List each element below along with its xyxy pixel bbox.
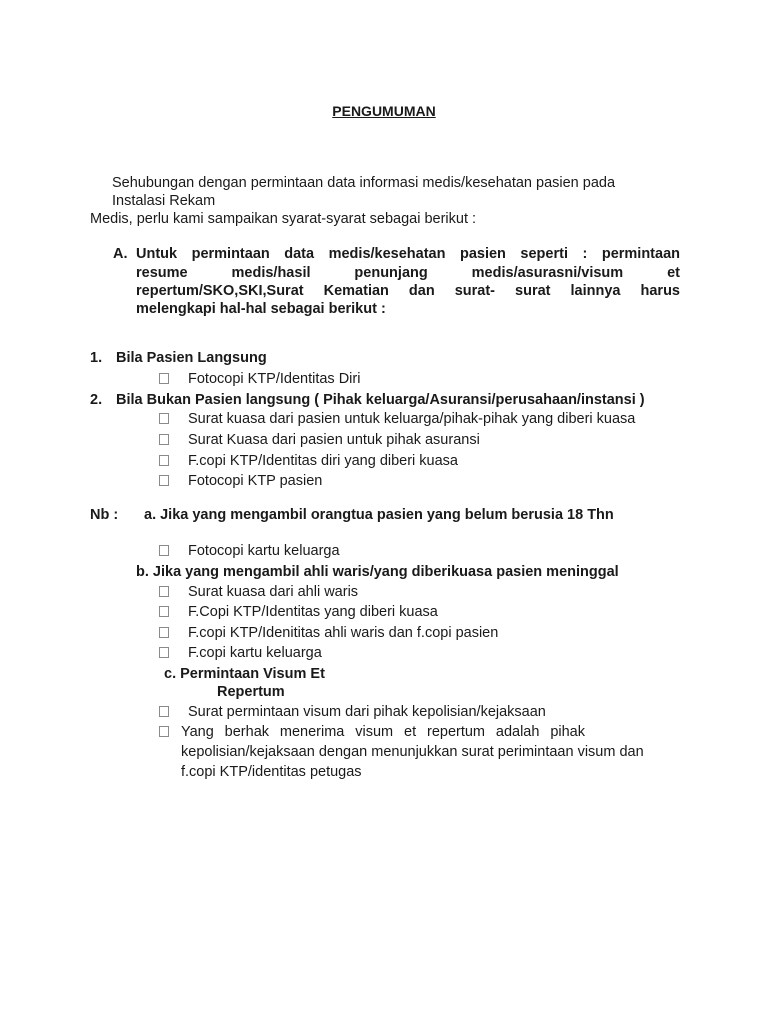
item-1-heading: Bila Pasien Langsung [116, 350, 267, 366]
list-item: F.copi kartu keluarga [159, 643, 322, 663]
list-item: Fotocopi KTP pasien [159, 471, 322, 491]
nb-a-heading: a. Jika yang mengambil orangtua pasien yang belum berusia 18 Thn [144, 507, 614, 523]
checkbox-icon [159, 726, 169, 737]
nb-b-heading: b. Jika yang mengambil ahli waris/yang diberikuasa pasien meninggal [136, 564, 619, 580]
checkbox-icon [159, 706, 169, 717]
section-a-marker: A. [113, 246, 128, 262]
intro-line-3: Medis, perlu kami sampaikan syarat-syarat sebagai berikut : [90, 211, 477, 227]
checkbox-icon [159, 647, 169, 658]
nb-label: Nb : [90, 507, 119, 523]
nb-c-last-line-3: f.copi KTP/identitas petugas [181, 764, 362, 780]
page-title: PENGUMUMAN [332, 103, 436, 119]
list-item: Surat permintaan visum dari pihak kepolisian/kejaksaan [159, 702, 546, 722]
checkbox-icon [159, 627, 169, 638]
section-a-line-1: Untuk permintaan data medis/kesehatan pasien seperti : permintaan [136, 246, 680, 262]
section-a-line-4: melengkapi hal-hal sebagai berikut : [136, 301, 386, 317]
checkbox-icon [159, 475, 169, 486]
list-item: F.copi KTP/Identitas diri yang diberi kuasa [159, 451, 458, 471]
nb-c-heading-line-2: Repertum [217, 684, 285, 700]
list-item: Surat kuasa dari ahli waris [159, 582, 358, 602]
list-item: F.Copi KTP/Identitas yang diberi kuasa [159, 602, 438, 622]
checkbox-icon [159, 413, 169, 424]
section-a-line-3: repertum/SKO,SKI,Surat Kematian dan surat- surat lainnya harus [136, 283, 680, 299]
nb-c-last-line-1: Yang berhak menerima visum et repertum adalah pihak [181, 724, 585, 740]
list-item: Surat kuasa dari pasien untuk keluarga/pihak-pihak yang diberi kuasa [159, 409, 635, 429]
nb-c-heading-line-1: c. Permintaan Visum Et [164, 666, 325, 682]
nb-c-last-line-2: kepolisian/kejaksaan dengan menunjukkan surat perimintaan visum dan [181, 744, 644, 760]
list-item: Fotocopi KTP/Identitas Diri [159, 369, 360, 389]
intro-line-1: Sehubungan dengan permintaan data informasi medis/kesehatan pasien pada [112, 175, 616, 191]
intro-line-2: Instalasi Rekam [112, 193, 216, 209]
checkbox-icon [159, 586, 169, 597]
item-2-heading: Bila Bukan Pasien langsung ( Pihak keluarga/Asuransi/perusahaan/instansi ) [116, 392, 645, 408]
section-a-line-2: resume medis/hasil penunjang medis/asurasni/visum et [136, 265, 680, 281]
checkbox-icon [159, 455, 169, 466]
checkbox-icon [159, 434, 169, 445]
item-1-marker: 1. [90, 350, 103, 366]
list-item: F.copi KTP/Idenititas ahli waris dan f.copi pasien [159, 623, 498, 643]
list-item: Surat Kuasa dari pasien untuk pihak asuransi [159, 430, 480, 450]
checkbox-icon [159, 545, 169, 556]
item-2-marker: 2. [90, 392, 103, 408]
checkbox-icon [159, 606, 169, 617]
list-item: Fotocopi kartu keluarga [159, 541, 340, 561]
checkbox-icon [159, 373, 169, 384]
